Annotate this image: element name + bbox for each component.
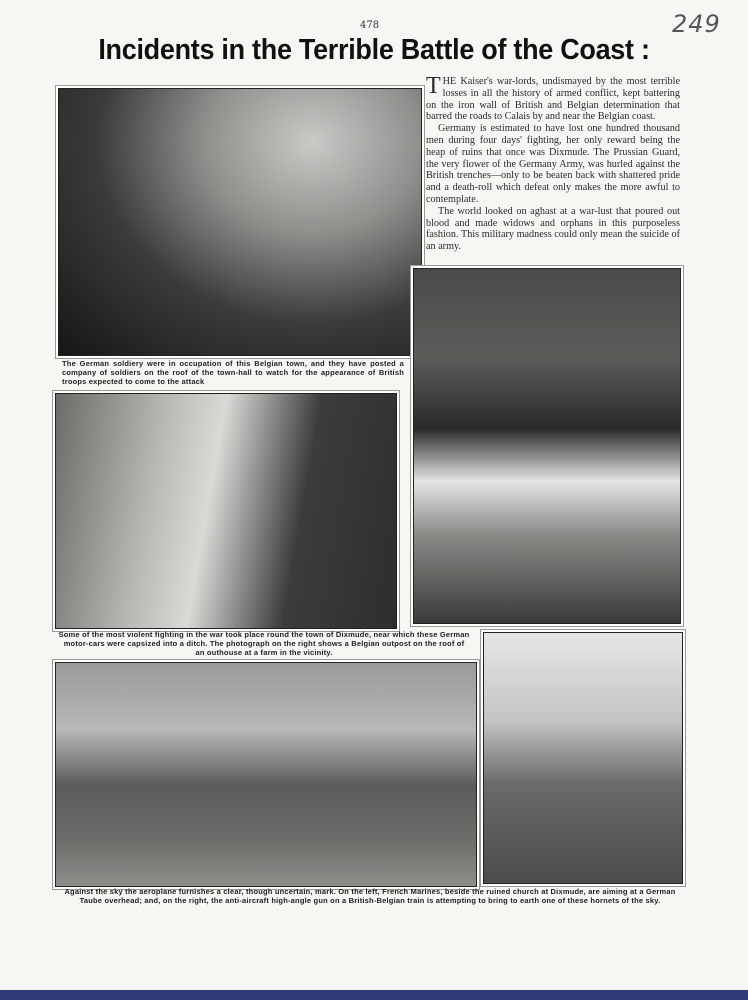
article-paragraph <box>426 73 680 123</box>
scan-bottom-edge <box>0 990 748 1000</box>
photo-french-marines-aiming <box>55 662 477 887</box>
article-paragraph: Germany is estimated to have lost one hundred thousand men during four days' fighting, her only reward being the heap of ruins that once was Dixmude. The Prussian Guard, the very flower of the Germany Army, was hurled against the British trenches—only to be beaten back with shattered pride and a death-roll which defeat only makes the more awful to contemplate. <box>426 123 680 205</box>
article-text <box>426 73 680 253</box>
photo-capsized-motor-cars <box>55 393 397 629</box>
handwritten-number: 249 <box>672 10 721 38</box>
article-paragraph: The world looked on aghast at a war-lust that poured out blood and made widows and orphans in this purposeless fashion. This military madness could only mean the suicide of an army. <box>426 205 680 253</box>
photo-belgian-outpost-on-roof <box>413 268 681 624</box>
photo-anti-aircraft-gun <box>483 632 683 884</box>
paragraph-text: HE Kaiser's war-lords, undismayed by the most terrible losses in all the history of armed conflict, kept battering on the iron wall of British and Belgian determination that barred the roads to Calais by and near the Belgian coast. <box>426 76 680 123</box>
page-number: 478 <box>360 20 380 31</box>
page-title: Incidents in the Terrible Battle of the Coast : <box>98 34 650 66</box>
drop-cap: T <box>426 73 441 99</box>
caption-soldiers-on-roof: The German soldiery were in occupation of this Belgian town, and they have posted a company of soldiers on the roof of the town-hall to watch for the appearance of British troops expected to come to the attack <box>62 359 404 386</box>
caption-aeroplane-target: Against the sky the aeroplane furnishes a clear, though uncertain, mark. On the left, French Marines, beside the ruined church at Dixmude, are aiming at a German Taube overhead; and, on the right, the anti-aircraft high-angle gun on a British-Belgian train is attempting to bring to earth one of these hornets of the sky. <box>64 887 676 905</box>
caption-dixmude-motor-cars: Some of the most violent fighting in the war took place round the town of Dixmude, near which these German motor-cars were capsized into a ditch. The photograph on the right shows a Belgian outpost on the roof of an outhouse at a farm in the vicinity. <box>58 630 470 657</box>
photo-german-soldiers-on-roof <box>58 88 422 356</box>
